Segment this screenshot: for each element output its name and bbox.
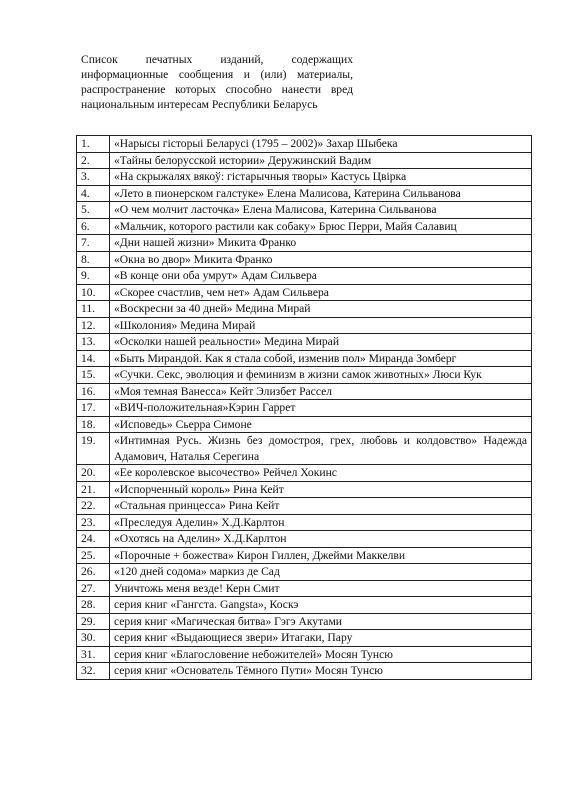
table-row	[77, 383, 532, 400]
row-number: 32.	[77, 663, 110, 680]
row-number: 28.	[77, 597, 110, 614]
row-number: 30.	[77, 630, 110, 647]
row-number: 5.	[77, 202, 110, 219]
table-row	[77, 597, 532, 614]
row-title: «Школония» Медина Мирай	[110, 317, 532, 334]
table-row	[77, 334, 532, 351]
row-number: 10.	[77, 284, 110, 301]
row-title: «Ее королевское высочество» Рейчел Хокинс	[110, 465, 532, 482]
row-title: «Стальная принцесса» Рина Кейт	[110, 498, 532, 515]
row-number: 20.	[77, 465, 110, 482]
row-title: «ВИЧ-положительная»Кэрин Гаррет	[110, 400, 532, 417]
row-title: «Нарысы гісторыі Беларусі (1795 – 2002)» Захар Шыбека	[110, 136, 532, 153]
table-row	[77, 350, 532, 367]
row-number: 6.	[77, 218, 110, 235]
row-number: 24.	[77, 531, 110, 548]
table-row	[77, 416, 532, 433]
row-title: «Преследуя Аделин» Х.Д.Карлтон	[110, 514, 532, 531]
row-title: «Окна во двор» Микита Франко	[110, 251, 532, 268]
table-row	[77, 646, 532, 663]
row-number: 7.	[77, 235, 110, 252]
row-title: «Исповедь» Сьерра Симоне	[110, 416, 532, 433]
table-row	[77, 400, 532, 417]
table-row	[77, 531, 532, 548]
row-number: 17.	[77, 400, 110, 417]
row-title: «Осколки нашей реальности» Медина Мирай	[110, 334, 532, 351]
row-number: 22.	[77, 498, 110, 515]
table-row	[77, 317, 532, 334]
table-row	[77, 251, 532, 268]
table-row	[77, 235, 532, 252]
row-title: «Сучки. Секс, эволюция и феминизм в жизни самок животных» Люси Кук	[110, 367, 532, 384]
table-row	[77, 630, 532, 647]
row-number: 2.	[77, 152, 110, 169]
table-row	[77, 268, 532, 285]
row-number: 9.	[77, 268, 110, 285]
row-number: 4.	[77, 185, 110, 202]
table-row	[77, 433, 532, 465]
row-title: «О чем молчит ласточка» Елена Малисова, Катерина Сильванова	[110, 202, 532, 219]
row-number: 19.	[77, 433, 110, 465]
table-row	[77, 301, 532, 318]
row-title: «Мальчик, которого растили как собаку» Брюс Перри, Майя Салавиц	[110, 218, 532, 235]
row-number: 12.	[77, 317, 110, 334]
row-number: 13.	[77, 334, 110, 351]
row-title: «Порочные + божества» Кирон Гиллен, Джейми Маккелви	[110, 547, 532, 564]
row-title: «Лето в пионерском галстуке» Елена Малисова, Катерина Сильванова	[110, 185, 532, 202]
row-number: 23.	[77, 514, 110, 531]
table-row	[77, 465, 532, 482]
table-row	[77, 367, 532, 384]
table-row	[77, 136, 532, 153]
row-title: «Скорее счастлив, чем нет» Адам Сильвера	[110, 284, 532, 301]
row-title: «Быть Мирандой. Как я стала собой, изменив пол» Миранда Зомберг	[110, 350, 532, 367]
row-number: 18.	[77, 416, 110, 433]
row-number: 26.	[77, 564, 110, 581]
table-row	[77, 284, 532, 301]
table-row	[77, 547, 532, 564]
row-number: 16.	[77, 383, 110, 400]
row-title: серия книг «Основатель Тёмного Пути» Мосян Тунсю	[110, 663, 532, 680]
row-title: «В конце они оба умрут» Адам Сильвера	[110, 268, 532, 285]
row-title: «Моя темная Ванесса» Кейт Элизбет Рассел	[110, 383, 532, 400]
row-number: 21.	[77, 481, 110, 498]
row-title: «Воскресни за 40 дней» Медина Мирай	[110, 301, 532, 318]
row-number: 8.	[77, 251, 110, 268]
publications-table-body	[77, 136, 532, 680]
row-number: 29.	[77, 613, 110, 630]
table-row	[77, 152, 532, 169]
row-title: серия книг «Магическая битва» Гэгэ Акутами	[110, 613, 532, 630]
row-title: «Дни нашей жизни» Микита Франко	[110, 235, 532, 252]
row-title: «120 дней содома» маркиз де Сад	[110, 564, 532, 581]
row-number: 11.	[77, 301, 110, 318]
table-row	[77, 185, 532, 202]
table-row	[77, 218, 532, 235]
table-row	[77, 613, 532, 630]
row-title: «Тайны белорусской истории» Деружинский Вадим	[110, 152, 532, 169]
row-title: «Испорченный король» Рина Кейт	[110, 481, 532, 498]
table-row	[77, 514, 532, 531]
row-number: 1.	[77, 136, 110, 153]
row-title: «Охотясь на Аделин» Х.Д.Карлтон	[110, 531, 532, 548]
table-row	[77, 481, 532, 498]
row-title: «Интимная Русь. Жизнь без домостроя, грех, любовь и колдовство» Надежда Адамович, Наталья Серегина	[110, 433, 532, 465]
row-number: 14.	[77, 350, 110, 367]
row-number: 31.	[77, 646, 110, 663]
row-number: 25.	[77, 547, 110, 564]
publications-table	[76, 135, 532, 680]
row-title: Уничтожь меня везде! Керн Смит	[110, 580, 532, 597]
table-row	[77, 498, 532, 515]
row-number: 3.	[77, 169, 110, 186]
row-title: серия книг «Благословение небожителей» Мосян Тунсю	[110, 646, 532, 663]
row-title: серия книг «Гангста. Gangsta», Коскэ	[110, 597, 532, 614]
document-heading: Список печатных изданий, содержащих информационные сообщения и (или) материалы, распространение которых способно нанести вред национальным интересам Республики Беларусь	[81, 53, 353, 111]
table-row	[77, 564, 532, 581]
table-row	[77, 580, 532, 597]
row-number: 27.	[77, 580, 110, 597]
row-number: 15.	[77, 367, 110, 384]
row-title: серия книг «Выдающиеся звери» Итагаки, Пару	[110, 630, 532, 647]
table-row	[77, 663, 532, 680]
table-row	[77, 202, 532, 219]
row-title: «На скрыжалях вякоў: гістарычныя творы» Кастусь Цвірка	[110, 169, 532, 186]
table-row	[77, 169, 532, 186]
